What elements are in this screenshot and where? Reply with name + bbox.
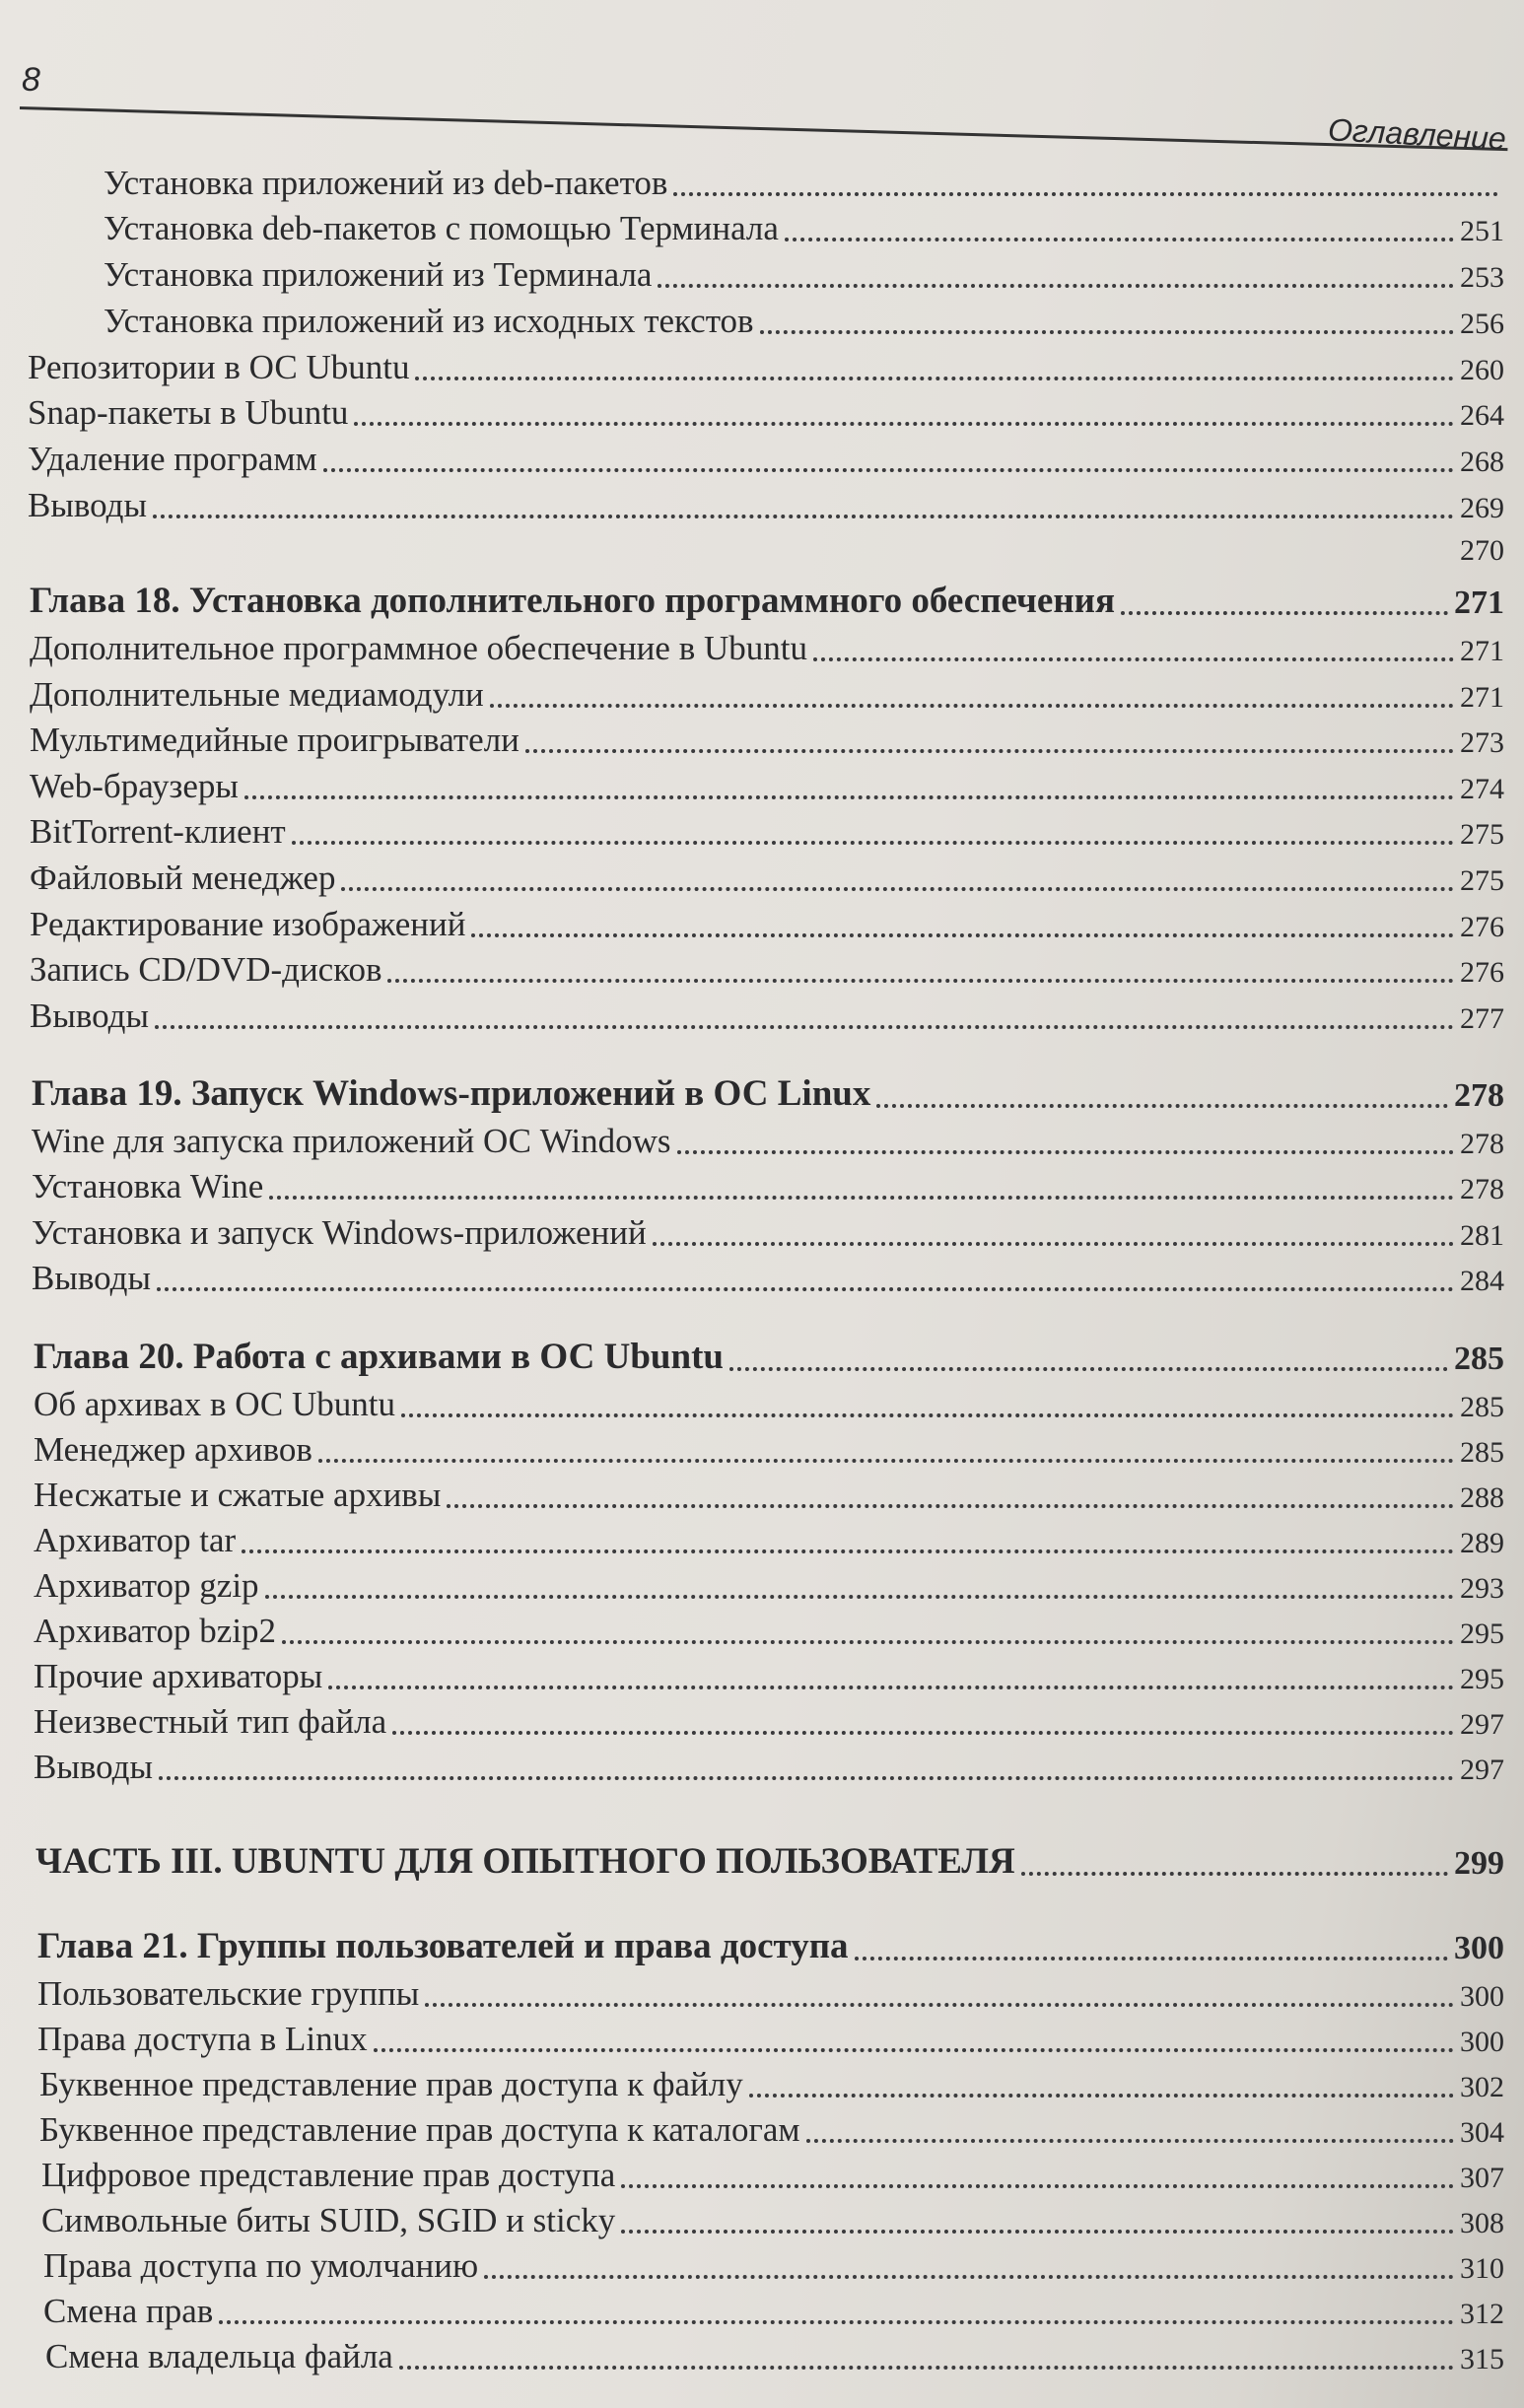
toc-entry: Архиватор gzip 293	[34, 1566, 1504, 1605]
toc-entry: Дополнительное программное обеспечение в Ubuntu 271	[30, 629, 1504, 667]
toc-part: ЧАСТЬ III. UBUNTU ДЛЯ ОПЫТНОГО ПОЛЬЗОВАТЕЛЯ 299	[35, 1841, 1504, 1882]
toc-entry: Смена прав 312	[43, 2292, 1504, 2330]
toc-entry: Установка приложений из deb-пакетов	[104, 158, 1504, 203]
toc-entry: Выводы 277	[30, 997, 1504, 1035]
toc-entry: Установка Wine 278	[32, 1167, 1504, 1205]
toc-entry: Установка приложений из исходных текстов 256	[104, 302, 1504, 340]
toc-entry: Права доступа по умолчанию 310	[43, 2246, 1504, 2285]
toc-entry: Мультимедийные проигрыватели 273	[30, 721, 1504, 759]
toc-entry: Установка и запуск Windows-приложений 281	[32, 1213, 1504, 1252]
toc-chapter: Глава 20. Работа с архивами в ОС Ubuntu 285	[34, 1337, 1504, 1377]
toc-entry: Web-браузеры 274	[30, 767, 1504, 805]
toc-entry: Пользовательские группы 300	[37, 1974, 1504, 2013]
toc-chapter: Глава 18. Установка дополнительного программного обеспечения 271	[30, 581, 1504, 621]
toc-entry: Об архивах в ОС Ubuntu 285	[34, 1385, 1504, 1423]
toc-entry: Wine для запуска приложений ОС Windows 278	[32, 1122, 1504, 1160]
toc-entry: Неизвестный тип файла 297	[34, 1702, 1504, 1741]
toc-entry: BitTorrent-клиент 275	[30, 812, 1504, 851]
toc-entry: Смена владельца файла 315	[45, 2337, 1504, 2375]
toc-entry: Буквенное представление прав доступа к каталогам 304	[39, 2110, 1504, 2149]
toc-entry: Менеджер архивов 285	[34, 1430, 1504, 1469]
running-header: Оглавление	[1327, 111, 1507, 157]
toc-entry: Репозитории в ОС Ubuntu 260	[28, 348, 1504, 386]
toc-entry: 270	[1460, 534, 1504, 567]
toc-entry: Запись CD/DVD-дисков 276	[30, 950, 1504, 989]
toc-entry: Snap-пакеты в Ubuntu 264	[28, 393, 1504, 432]
toc-entry: Архиватор tar 289	[34, 1521, 1504, 1559]
toc-entry: Выводы 297	[34, 1748, 1504, 1786]
toc-entry: Права доступа в Linux 300	[37, 2020, 1504, 2058]
toc-entry: Установка deb-пакетов с помощью Терминала 251	[104, 209, 1504, 247]
toc-entry: Установка приложений из Терминала 253	[104, 255, 1504, 294]
toc-entry: Удаление программ 268	[28, 440, 1504, 478]
toc-chapter: Глава 21. Группы пользователей и права доступа 300	[37, 1926, 1504, 1966]
toc-entry: Дополнительные медиамодули 271	[30, 675, 1504, 714]
toc-entry: Файловый менеджер 275	[30, 859, 1504, 897]
page-number: 8	[22, 61, 40, 99]
toc-entry: Буквенное представление прав доступа к файлу 302	[39, 2065, 1504, 2103]
toc-entry: Прочие архиваторы 295	[34, 1657, 1504, 1695]
toc-chapter: Глава 19. Запуск Windows-приложений в ОС Linux 278	[32, 1073, 1504, 1114]
toc-entry: Архиватор bzip2 295	[34, 1612, 1504, 1650]
toc-entry: Несжатые и сжатые архивы 288	[34, 1476, 1504, 1514]
toc-entry: Выводы 269	[28, 486, 1504, 524]
toc-entry: Редактирование изображений 276	[30, 905, 1504, 943]
toc-entry: Выводы 284	[32, 1259, 1504, 1297]
toc-entry: Символьные биты SUID, SGID и sticky 308	[41, 2201, 1504, 2239]
toc-entry: Цифровое представление прав доступа 307	[41, 2156, 1504, 2194]
